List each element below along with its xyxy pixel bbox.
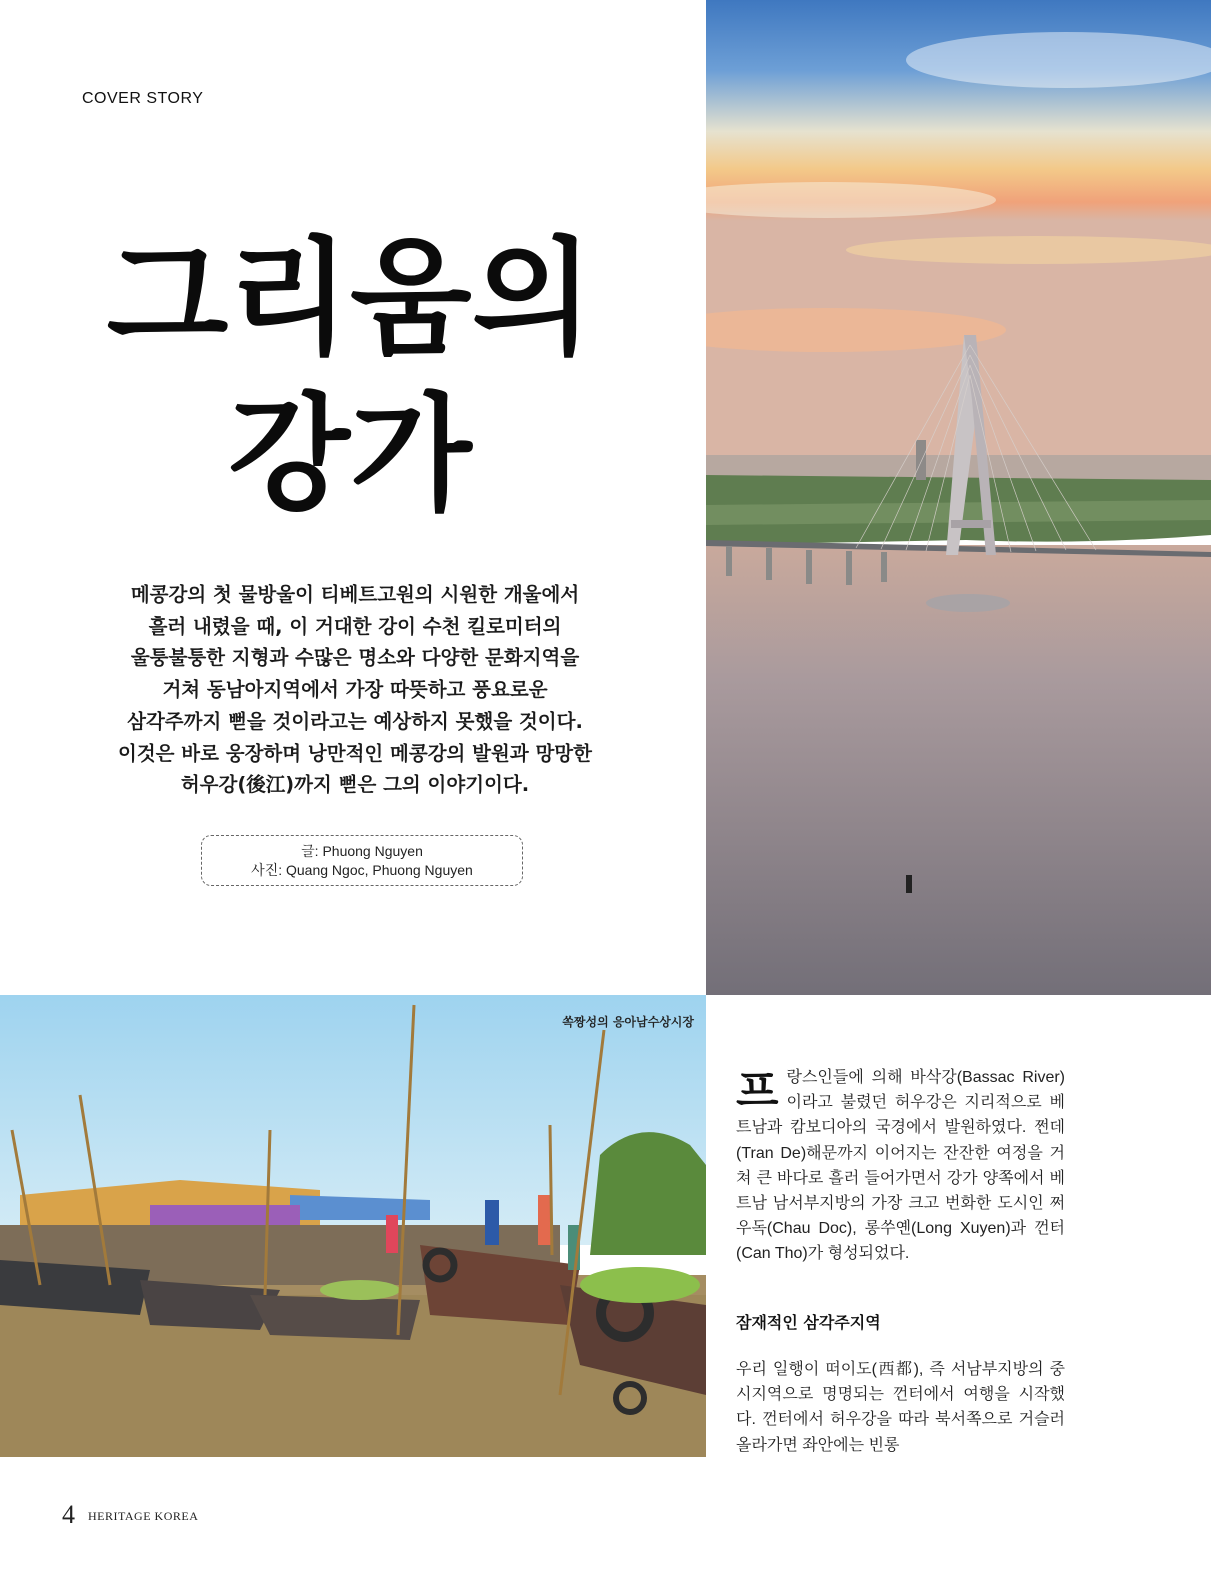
credits-box: [201, 835, 523, 886]
magazine-name: HERITAGE KOREA: [88, 1509, 199, 1523]
lead-line: 메콩강의 첫 물방울이 티베트고원의 시원한 개울에서: [130, 583, 580, 606]
photo-credit: 사진: Quang Ngoc, Phuong Nguyen: [251, 862, 473, 878]
article-paragraph-2: 우리 일행이 떠이도(西都), 즉 서남부지방의 중시지역으로 명명되는 껀터에서 여행을 시작했다. 껀터에서 허우강을 따라 북서쪽으로 거슬러 올라가면 좌안에는 빈롱: [736, 1361, 1065, 1454]
drop-cap: 프: [736, 1066, 779, 1117]
lead-line: 울퉁불퉁한 지형과 수많은 명소와 다양한 문화지역을: [130, 646, 580, 670]
writer-credit: 글: Phuong Nguyen: [301, 843, 423, 859]
lead-line: 삼각주까지 뻗을 것이라고는 예상하지 못했을 것이다.: [127, 709, 583, 733]
lead-line: 흘러 내렸을 때, 이 거대한 강이 수천 킬로미터의: [148, 614, 562, 638]
lead-line: 이것은 바로 웅장하며 낭만적인 메콩강의 발원과 망망한: [118, 741, 592, 765]
lead-line: 거쳐 동남아지역에서 가장 따뜻하고 풍요로운: [162, 678, 548, 702]
section-subheading: 잠재적인 삼각주지역: [736, 1313, 881, 1332]
photo-caption: 쏙짱성의 응아남수상시장: [562, 1015, 694, 1029]
article-paragraph-1: [736, 1065, 1065, 1267]
lead-paragraph: [70, 579, 640, 801]
title-line-2: 강가: [228, 381, 472, 528]
title-line-1: 그리움의: [106, 225, 594, 372]
section-label: COVER STORY: [82, 90, 204, 107]
page-number: 4: [62, 1500, 75, 1529]
bridge-photo: [706, 0, 1211, 995]
lead-line: 허우강(後江)까지 뻗은 그의 이야기이다.: [180, 773, 530, 797]
floating-market-photo-icon: [0, 995, 706, 1457]
paragraph-text: 랑스인들에 의해 바삭강(Bassac River)이라고 불렸던 허우강은 지리적으로 베트남과 캄보디아의 국경에서 발원하였다. 쩐데(Tran De)해문까지 이어지는 잔잔한 여정을 거쳐 큰 바다로 흘러 들어가면서 강가 양쪽에서 베트남 남서부지방의 가장 크고 번화한 도시인 쩌우독(Chau Doc), 롱쑤옌(Long Xuyen)과 껀터(Can Tho)가 형성되었다.: [736, 1069, 1065, 1263]
cable-stayed-bridge-photo-icon: [706, 0, 1211, 995]
market-photo: [0, 995, 706, 1457]
